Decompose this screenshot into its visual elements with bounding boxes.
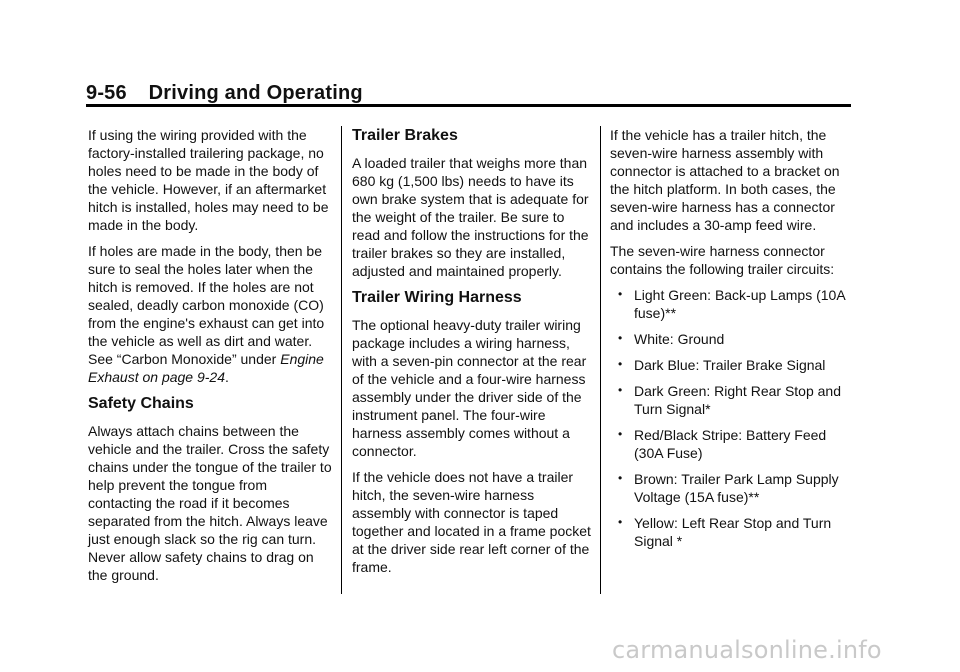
header-rule bbox=[86, 104, 851, 107]
paragraph-text: If holes are made in the body, then be sure to seal the holes later when the hitch is removed. If the holes are not sealed, deadly carbon monoxide (CO) from the engine's exhaust can get into the vehicle as well as dirt and water. See “Carbon Monoxide” under bbox=[88, 243, 325, 367]
page-number: 9-56 bbox=[86, 82, 127, 104]
paragraph: A loaded trailer that weighs more than 680 kg (1,500 lbs) needs to have its own brake system that is adequate for the weight of the trailer. Be sure to read and follow the instructions for the trailer brakes so they are installed, adjusted and maintained properly. bbox=[352, 155, 589, 279]
paragraph: If using the wiring provided with the factory-installed trailering package, no holes need to be made in the body of the vehicle. However, if an aftermarket hitch is installed, holes may need to be made in the body. bbox=[88, 127, 329, 233]
bullet-icon: • bbox=[618, 357, 623, 371]
bullet-icon: • bbox=[618, 331, 623, 345]
column-middle bbox=[352, 126, 592, 584]
heading-trailer-wiring-harness: Trailer Wiring Harness bbox=[352, 289, 522, 306]
circuit-list bbox=[610, 286, 854, 550]
bullet-icon: • bbox=[618, 515, 623, 529]
heading-trailer-brakes: Trailer Brakes bbox=[352, 127, 458, 144]
list-item: • White: Ground bbox=[618, 331, 725, 347]
watermark: carmanualsonline.info bbox=[612, 636, 882, 664]
heading-safety-chains: Safety Chains bbox=[88, 395, 194, 412]
list-item: • Dark Green: Right Rear Stop and Turn Signal* bbox=[618, 383, 841, 417]
cross-reference-link[interactable]: Engine Exhaust on page 9-24 bbox=[88, 351, 324, 385]
list-item: • Yellow: Left Rear Stop and Turn Signal * bbox=[618, 515, 832, 549]
page-header bbox=[86, 82, 363, 105]
list-item: • Dark Blue: Trailer Brake Signal bbox=[618, 357, 826, 373]
paragraph-end: . bbox=[225, 369, 229, 385]
paragraph: If the vehicle has a trailer hitch, the seven-wire harness assembly with connector is attached to a bracket on the hitch platform. In both cases, the seven-wire harness has a connector and includes a 30-amp feed wire. bbox=[610, 127, 840, 233]
column-right bbox=[610, 126, 854, 558]
column-divider bbox=[341, 126, 342, 594]
list-item: • Brown: Trailer Park Lamp Supply Voltage (15A fuse)** bbox=[618, 471, 839, 505]
paragraph bbox=[88, 242, 334, 386]
bullet-icon: • bbox=[618, 427, 623, 441]
section-title: Driving and Operating bbox=[148, 82, 363, 104]
paragraph: Always attach chains between the vehicle and the trailer. Cross the safety chains under the tongue of the trailer to help prevent the tongue from contacting the road if it becomes separated from the hitch. Always leave just enough slack so the rig can turn. Never allow safety chains to drag on the ground. bbox=[88, 423, 332, 583]
paragraph: If the vehicle does not have a trailer hitch, the seven-wire harness assembly with connector is taped together and located in a frame pocket at the driver side rear left corner of the frame. bbox=[352, 469, 591, 575]
bullet-icon: • bbox=[618, 287, 623, 301]
list-item: • Light Green: Back-up Lamps (10A fuse)** bbox=[618, 287, 845, 321]
paragraph: The seven-wire harness connector contains the following trailer circuits: bbox=[610, 243, 835, 277]
bullet-icon: • bbox=[618, 471, 623, 485]
paragraph: The optional heavy-duty trailer wiring package includes a wiring harness, with a seven-pin connector at the rear of the vehicle and a four-wire harness assembly under the driver side of the instrument panel. The four-wire harness assembly comes without a connector. bbox=[352, 317, 587, 459]
bullet-icon: • bbox=[618, 383, 623, 397]
list-item: • Red/Black Stripe: Battery Feed (30A Fuse) bbox=[618, 427, 827, 461]
column-left bbox=[88, 126, 334, 592]
column-divider bbox=[600, 126, 601, 594]
